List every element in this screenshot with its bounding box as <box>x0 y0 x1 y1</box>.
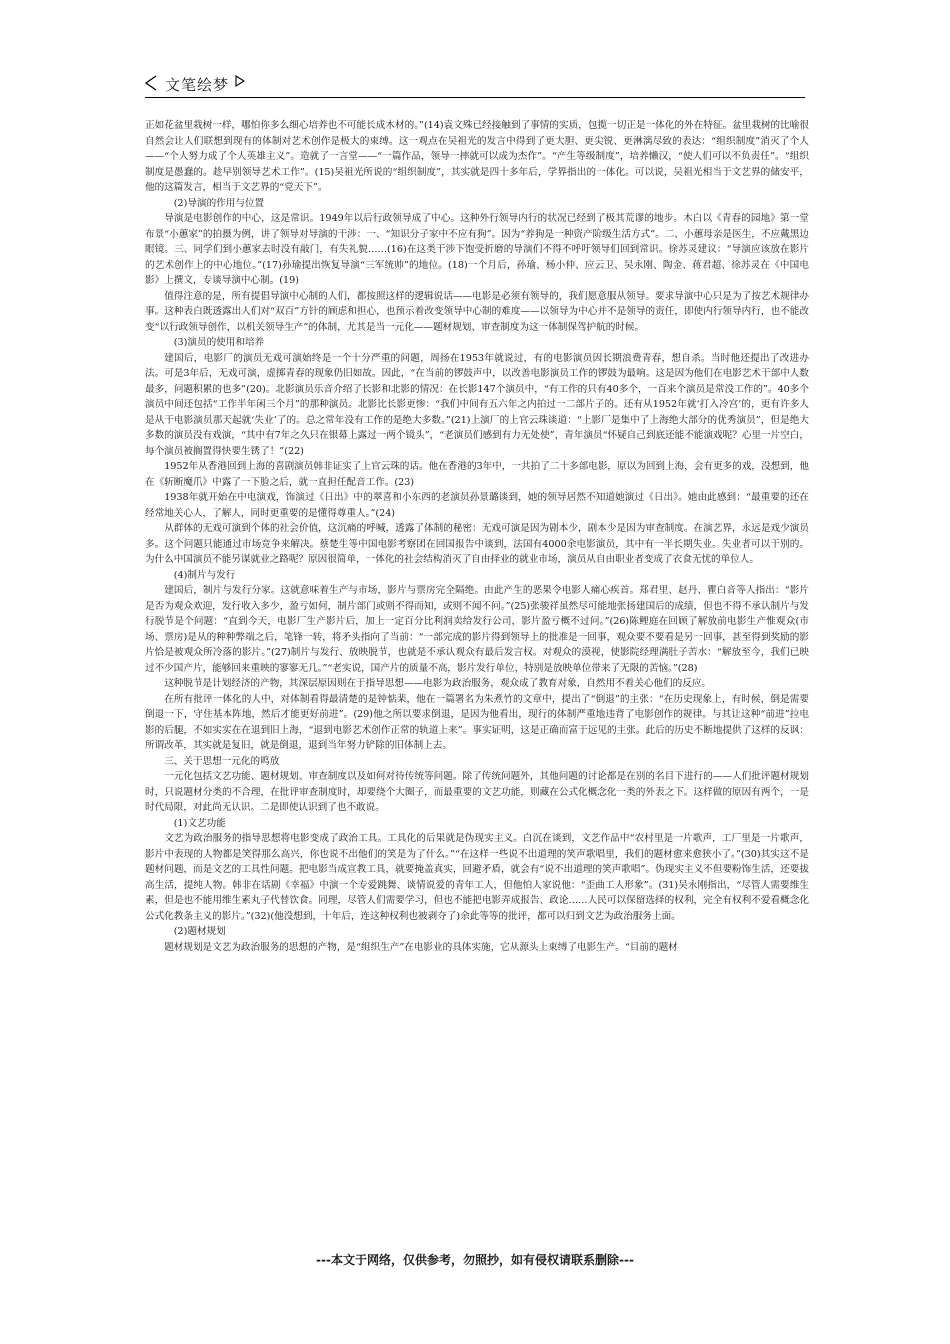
footer-notice: ---本文于网络，仅供参考，勿照抄，如有侵权请联系删除--- <box>316 1253 634 1267</box>
triangle-right-icon <box>235 75 245 87</box>
page-header <box>145 72 805 98</box>
paragraph: 正如花盆里栽树一样，哪怕你多么细心培养也不可能长成木材的。”(14)袁文殊已经接触到了事情的实质，包揽一切正是一体化的外在特征。盆里栽树的比喻很自然会让人们联想到现有的体制对艺术创作是极大的束缚。这一观点在吴祖光的发言中得到了更大胆、更尖锐、更淋漓尽致的表达：“组织制度”消灭了个人——“个人努力成了个人英雄主义”。造就了一言堂——“一篇作品，领导一摔就可以成为杰作”。“产生等级制度”，培养懒汉，“使人们可以不负责任”。“组织制度是愚蠢的。趁早别领导艺术工作”。(15)吴祖光所说的“组织制度”，其实就是四十多年后，学界指出的一体化。可以说，吴祖光相当于文艺界的储安平，他的这篇发言，相当于文艺界的“党天下”。 <box>145 120 809 193</box>
paragraph: 值得注意的是，所有提倡导演中心制的人们，都按照这样的逻辑说话——电影是必须有领导的，我们愿意服从领导。要求导演中心只是为了按艺术规律办事。这种表白既透露出人们对“双百”方针的顾虑和担心，也预示着改变领导中心制的难度——以领导为中心并不是领导的责任，即使内行领导内行，也不能改变“以行政领导创作，以机关领导生产”的体制，尤其是当一元化——题材规划、审查制度为这一体制保驾护航的时候。 <box>145 290 809 333</box>
section-heading: (3)演员的使用和培养 <box>173 337 265 348</box>
brand-title: 文笔绘梦 <box>165 76 230 94</box>
document-body <box>145 118 809 955</box>
triangle-left-icon <box>145 75 157 91</box>
paragraph: 1938年就开始在中电演戏，饰演过《日出》中的翠喜和小东西的老演员孙景璐谈到，她的领导居然不知道她演过《日出》。她由此感到：“最重要的还在经常地关心人，了解人，同时更重要的是懂得尊重人。”(24) <box>145 492 809 519</box>
header-rule <box>145 97 805 98</box>
paragraph: 建国后，制片与发行分家。这就意味着生产与市场，影片与票房完全隔绝。由此产生的恶果令电影人痛心疾首。郑君里、赵丹、瞿白音等人指出：“影片是否为观众欢迎，发行收入多少，盈亏如何，制片部门或则不得而知，或则不闻不问。”(25)张骏祥虽然尽可能地张扬建国后的成绩，但也不得不承认制片与发行脱节是个问题：“直到今天，电影厂生产影片后，加上一定百分比利润卖给发行公司，影片盈亏概不过问。”(26)陈鲤庭在回顾了解放前电影生产惟观众(市场、票房)是从的种种弊端之后，笔锋一转，将矛头指向了当前：“一部完成的影片得到领导上的批准是一回事，观众要不要看是另一回事，甚至得到奖励的影片恰是被观众所冷落的影片。”(27)制片与发行、放映脱节，也就是不承认观众有最后发言权。对观众的漠视，使影院经理满肚子苦水：“解放至今，我们已映过不少国产片，能够回来重映的寥寥无几。”“老实说，国产片的质量不高，影片发行单位，特别是放映单位带来了无限的苦恼。”(28) <box>145 585 809 674</box>
paragraph: 建国后，电影厂的演员无戏可演始终是一个十分严重的问题，周扬在1953年就说过，有的电影演员因长期浪费青春，想自杀。当时他还提出了改进办法。可是3年后，无戏可演，虚掷青春的现象仍旧如故。因此，“在当前的锣鼓声中，以改善电影演员工作的锣鼓为最响。这是因为他们在电影艺术干部中人数最多，问题积累的也多”(20)。北影演员乐音介绍了长影和北影的情况：在长影147个演员中，“有工作的只有40多个，一百来个演员是常没工作的”。40多个演员中间还包括“工作半年闲三个月”的那种演员。北影比长影更惨：“我们中间有五六年之内拍过一二部片子的。还有从1952年就‘打入冷宫’的，更有许多人是从干电影演员那天起就‘失业’了的。总之常年没有工作的是绝大多数。”(21)上演厂的上官云珠谈道：“上影厂是集中了上海绝大部分的优秀演员”，但是绝大多数的演员没有戏演，“其中有7年之久只在银幕上露过一两个镜头”，“老演员们感到有力无处使”，青年演员“怀疑自己到底还能不能演戏呢？心里一片空白，每个演员被搁置得快要生锈了！”(22) <box>145 352 809 457</box>
paragraph: 题材规划是文艺为政治服务的思想的产物，是“组织生产”在电影业的具体实施，它从源头上束缚了电影生产。“目前的题材 <box>164 941 678 953</box>
paragraph: 1952年从香港回到上海的喜剧演员韩非证实了上官云珠的话。他在香港的3年中，一共拍了二十多部电影，原以为回到上海，会有更多的戏，没想到，他在《斩断魔爪》中露了一下脸之后，就一直担任配音工作。(23) <box>145 461 809 488</box>
paragraph: 导演是电影创作的中心，这是常识。1949年以后行政领导成了中心。这种外行领导内行的状况已经到了极其荒谬的地步。木白以《青春的园地》第一堂布景“小蕙家”的拍摄为例，讲了领导对导演的干涉：一、“知识分子家中不应有狗”。因为“养狗是一种资产阶级生活方式”。二、小蕙母亲是医生，不应戴黑边眼镜。三、同学们到小蕙家去时没有敲门，有失礼貌……(16)在这类干涉下饱受折磨的导演们不得不呼吁领导们回到常识。徐苏灵建议：“导演应该放在影片的艺术创作上的中心地位。”(17)孙瑜提出恢复导演“三军统帅”的地位。(18)一个月后，孙瑜、杨小仲、应云卫、吴永刚、陶金、蒋君超、徐苏灵在《中国电影》上撰文，专谈导演中心制。(19) <box>145 213 809 286</box>
paragraph: 一元化包括文艺功能、题材规划、审查制度以及如何对待传统等问题。除了传统问题外，其他问题的讨论都是在别的名目下进行的——人们批评题材规划时，只说题材分类的不合理，在批评审查制度时，却要绕个大圈子，而最重要的文艺功能，则藏在公式化概念化一类的外表之下。这样做的原因有两个，一是时代局限，对此尚无认识。二是即使认识到了也不敢说。 <box>145 771 809 813</box>
paragraph: 这种脱节是计划经济的产物，其深层原因则在于指导思想——电影为政治服务，观众成了教育对象，自然用不着关心他们的反应。 <box>164 678 712 689</box>
section-heading: (2)题材规划 <box>173 926 226 937</box>
section-heading: 三、关于思想一元化的鸣放 <box>164 755 280 767</box>
section-heading: (2)导演的作用与位置 <box>173 197 265 209</box>
section-heading: (1)文艺功能 <box>173 817 226 829</box>
section-heading: (4)制片与发行 <box>173 569 236 581</box>
paragraph: 在所有批评一体化的人中，对体制看得最清楚的是钟惦棐，他在一篇署名为朱煮竹的文章中，提出了“倒退”的主张：“在历史现象上，有时候，倒是需要倒退一下，守住基本阵地，然后才能更好前进”。(29)他之所以要求倒退，是因为他看出，现行的体制严重地违背了电影创作的规律。与其让这种“前进”拉电影的后腿，不如实实在在退到旧上海，“退到电影艺术创作正常的轨道上来”。事实证明，这是正确而富于远见的主张。此后的历史不断地提供了这样的反讽：所谓改革，其实就是复旧，就是倒退，退到当年努力铲除的旧体制上去。 <box>145 693 809 751</box>
paragraph: 文艺为政治服务的指导思想将电影变成了政治工具。工具化的后果就是伪现实主义。白沉在谈到，文艺作品中“农村里是一片歌声，工厂里是一片歌声，影片中表现的人物都是笑得那么高兴，你也说不出他们的笑是为了什么。”“在这样一些说不出道理的笑声歌唱里，我们的题材愈来愈狭小了。”(30)其实这不是题材问题，而是文艺的工具性问题。把电影当成宣教工具，就要掩盖真实，回避矛盾，就会有“说不出道理的笑声歌唱”。伪现实主义不但要粉饰生活，还要拔高生活，提纯人物。韩非在话剧《幸福》中演一个专爱跳舞、谈情说爱的青年工人，但他怕人家说他：“歪曲工人形象”。(31)吴永刚指出，“尽管人需要维生素，但是也不能用维生素丸子代替饮食。同理，尽管人们需要学习，但也不能把电影弄成报告、政论……人民可以保留选择的权利，完全有权利不爱看概念化公式化教条主义的影片。”(32)(他没想到，十年后，连这种权利也被剥夺了)余此等等的批评，都可以归到文艺为政治服务上面。 <box>145 833 809 922</box>
paragraph: 从群体的无戏可演到个体的社会价值，这沉痛的呼喊，透露了体制的秘密：无戏可演是因为剧本少，剧本少是因为审查制度。在演艺界，永远是戏少演员多。这个问题只能通过市场竞争来解决。蔡楚生等中国电影考察团在回国报告中谈到，法国有4000余电影演员，其中有一半长期失业。失业者可以干别的。为什么中国演员不能另谋就业之路呢？原因很简单，一体化的社会结构消灭了自由择业的就业市场，演员从自由职业者变成了衣食无忧的单位人。 <box>145 523 809 565</box>
